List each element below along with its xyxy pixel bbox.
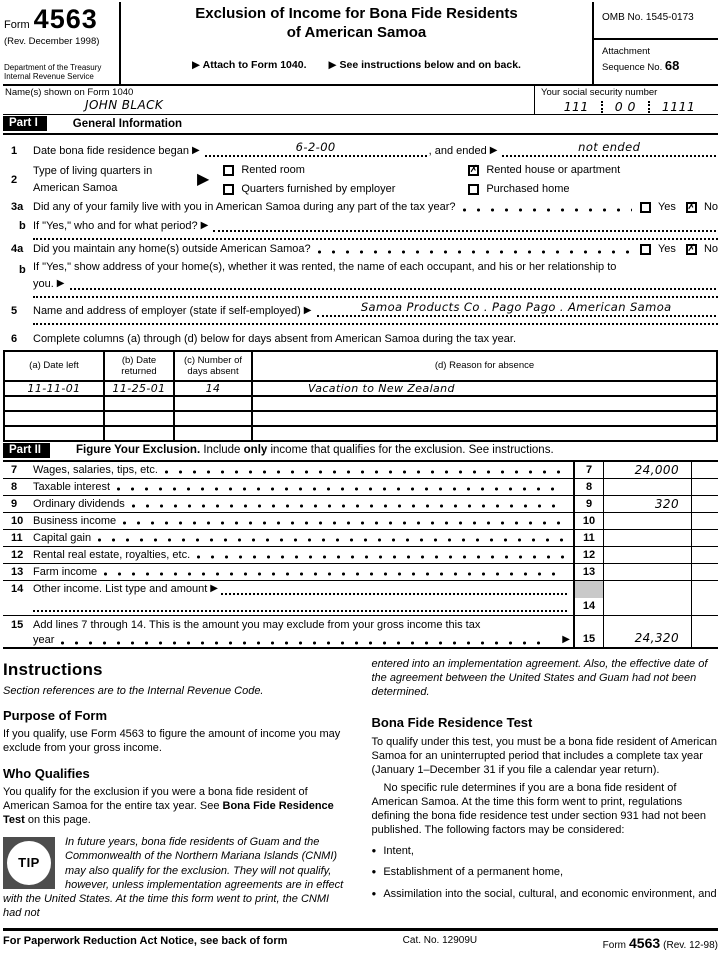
bona-fide-paragraph2: No specific rule determines if you are a bona fide resident of American Samoa. At the time this form went to print, regulations defining the bona fide residence test under section 931 had not been published. The following factors may be considered: <box>371 782 707 837</box>
cell-reason[interactable] <box>252 396 717 411</box>
sequence-number: 68 <box>664 58 680 74</box>
checkbox-4a-no[interactable]: ✗ <box>687 243 696 254</box>
right-arrow-icon: ▶ <box>210 582 218 594</box>
table-row <box>4 381 717 396</box>
instructions-left-column <box>3 657 350 920</box>
line7-amount[interactable]: 24,000 <box>604 462 692 478</box>
line14-amount[interactable] <box>604 581 692 615</box>
checkbox-4a-yes[interactable] <box>640 244 651 255</box>
right-arrow-icon: ▶ <box>197 170 210 188</box>
line5: 5 Name and address of employer (state if self-employed) ▶ Samoa Products Co . Pago Pago . American Samoa <box>3 303 718 317</box>
line12-cents[interactable] <box>692 547 718 563</box>
line9-amount[interactable]: 320 <box>604 496 692 512</box>
bullet-item: ● Assimilation into the social, cultural, and economic environment, and <box>372 887 719 901</box>
line13-label: Farm income <box>33 565 98 578</box>
dot-leader <box>317 244 632 255</box>
line8: 8 Taxable interest 8 <box>3 479 718 496</box>
table-row <box>4 411 717 426</box>
checkbox-3a-no[interactable]: ✗ <box>687 201 696 212</box>
table-header-row <box>4 351 717 381</box>
line1: 1 Date bona fide residence began ▶ 6-2-00 , and ended ▶ not ended <box>3 143 718 157</box>
line12: 12 Rental real estate, royalties, etc. 12 <box>3 547 718 564</box>
line4b: b If "Yes," show address of your home(s), whether it was rented, the name of each occupant, and his or her relationship to <box>19 261 617 276</box>
option-rented-room: Rented room <box>223 164 468 176</box>
line1-label: Date bona fide residence began <box>33 145 189 157</box>
dot-leader <box>60 635 551 646</box>
cell-days-absent[interactable] <box>174 426 252 441</box>
line4b-you-label: you. <box>33 277 54 290</box>
line14-cents[interactable] <box>692 581 718 615</box>
line15-label2: year <box>33 633 55 646</box>
line14-label: Other income. List type and amount <box>33 582 208 595</box>
name-field[interactable]: JOHN BLACK <box>85 98 164 112</box>
paperwork-notice: For Paperwork Reduction Act Notice, see back of form <box>3 934 288 947</box>
line8-cents[interactable] <box>692 479 718 495</box>
checkbox-3a-yes[interactable] <box>640 202 651 213</box>
line5-label: Name and address of employer (state if self-employed) <box>33 304 301 317</box>
line2: 2 Type of living quarters in American Samoa ▶ Rented room ✗ Rented house or apartment Quarters furnished by employer Purchased home <box>3 163 718 196</box>
right-arrow-icon: ▶ <box>562 633 570 645</box>
line6: 6 Complete columns (a) through (d) below for days absent from American Samoa during the tax year. <box>11 332 517 345</box>
form-header <box>3 2 718 86</box>
line4a: 4a Did you maintain any home(s) outside American Samoa? Yes ✗ No <box>11 243 718 255</box>
who-qualifies-paragraph: You qualify for the exclusion if you were a bona fide resident of American Samoa for the entire tax year. See Bona Fide Residence Test on this page. <box>3 786 334 827</box>
ssn-label: Your social security number <box>541 87 658 98</box>
omb-number: OMB No. 1545-0173 <box>594 2 718 40</box>
dot-leader <box>103 566 565 577</box>
line10-label: Business income <box>33 514 117 527</box>
line12-label: Rental real estate, royalties, etc. <box>33 548 191 561</box>
line9-cents[interactable] <box>692 496 718 512</box>
line15: 15 Add lines 7 through 14. This is the amount you may exclude from your gross income this tax year ▶ 15 24,320 <box>3 616 718 647</box>
line12-amount[interactable] <box>604 547 692 563</box>
bona-fide-heading: Bona Fide Residence Test <box>371 715 533 731</box>
cell-date-returned[interactable]: 11-25-01 <box>104 381 174 396</box>
name-label: Name(s) shown on Form 1040 <box>5 87 134 98</box>
line4a-label: Did you maintain any home(s) outside American Samoa? <box>33 243 311 255</box>
part2-body <box>3 462 718 649</box>
option-rented-house: ✗ Rented house or apartment <box>469 164 621 176</box>
tip-icon: TIP <box>3 837 55 889</box>
cell-reason[interactable] <box>252 426 717 441</box>
line2-label: Type of living quarters in American Samoa <box>33 165 153 194</box>
form-number-block <box>3 2 121 84</box>
col-date-left: (a) Date left <box>4 351 104 381</box>
part2-header <box>3 442 718 462</box>
line3a-label: Did any of your family live with you in American Samoa during any part of the tax year? <box>33 201 456 213</box>
ssn-field[interactable]: 111 0 0 1111 <box>563 99 696 114</box>
right-arrow-icon: ▶ <box>200 220 209 231</box>
col-date-returned: (b) Date returned <box>104 351 174 381</box>
line7-cents[interactable] <box>692 462 718 478</box>
line7-label: Wages, salaries, tips, etc. <box>33 463 158 476</box>
line3b-continuation-field[interactable] <box>33 233 718 240</box>
irs-label: Internal Revenue Service <box>4 72 94 82</box>
cell-days-absent[interactable] <box>174 396 252 411</box>
part2-badge: Part II <box>3 443 50 458</box>
line7: 7 Wages, salaries, tips, etc. 7 24,000 <box>3 462 718 479</box>
checkbox-quarters-employer[interactable] <box>223 184 234 195</box>
instructions-right-column <box>372 657 719 920</box>
line10-amount[interactable] <box>604 513 692 529</box>
line10-cents[interactable] <box>692 513 718 529</box>
residence-began-field[interactable]: 6-2-00 <box>205 143 427 157</box>
tip-text: In future years, bona fide residents of Guam and the Commonwealth of the Northern Mariana Islands (CNMI) may also qualify for the exclusion. They will not qualify, however, unless implementation agreements are in effect with the United States. At the time this form went to print, the CNMI had not <box>3 836 344 919</box>
cell-reason[interactable] <box>252 411 717 426</box>
employer-field[interactable]: Samoa Products Co . Pago Pago . American Samoa <box>317 303 717 317</box>
dot-leader <box>122 515 565 526</box>
line15-cents[interactable] <box>692 616 718 647</box>
part1-badge: Part I <box>3 116 47 131</box>
attach-note: ▶ Attach to Form 1040. <box>192 58 307 71</box>
section-references: Section references are to the Internal Revenue Code. <box>3 684 264 697</box>
ssn-separator <box>601 101 603 113</box>
omb-block <box>592 2 718 84</box>
option-purchased-home: Purchased home <box>468 183 718 195</box>
dot-leader <box>462 202 632 213</box>
line11-cents[interactable] <box>692 530 718 546</box>
cell-date-returned[interactable] <box>104 411 174 426</box>
line9-label: Ordinary dividends <box>33 497 125 510</box>
line8-amount[interactable] <box>604 479 692 495</box>
table-row <box>4 426 717 441</box>
instructions-section <box>3 657 718 920</box>
treasury-label: Department of the Treasury <box>4 62 102 72</box>
cell-days-absent[interactable] <box>174 411 252 426</box>
line4b-field[interactable] <box>70 276 717 290</box>
who-qualifies-heading: Who Qualifies <box>3 765 90 781</box>
tip-continuation: entered into an implementation agreement. Also, the effective date of the agreement between the United States and Guam had not been determined. <box>371 657 708 699</box>
line3b: b If "Yes," who and for what period? ▶ <box>3 218 718 232</box>
line15-amount[interactable]: 24,320 <box>604 616 692 647</box>
line3b-field[interactable] <box>213 218 716 232</box>
table-row <box>4 396 717 411</box>
residence-ended-field[interactable]: not ended <box>502 143 716 157</box>
line3a: 3a Did any of your family live with you in American Samoa during any part of the tax year? Yes ✗ No <box>11 201 718 213</box>
catalog-number: Cat. No. 12909U <box>402 934 478 946</box>
right-arrow-icon: ▶ <box>191 145 200 156</box>
bullet-item: ● Establishment of a permanent home, <box>372 865 719 879</box>
line13: 13 Farm income 13 <box>3 564 718 581</box>
checkbox-rented-room[interactable] <box>223 165 234 176</box>
line11-label: Capital gain <box>33 531 92 544</box>
dot-leader <box>196 549 565 560</box>
bullet-item: ● Intent, <box>372 844 719 858</box>
right-arrow-icon: ▶ <box>489 145 498 156</box>
line6-label: Complete columns (a) through (d) below for days absent from American Samoa during the tax year. <box>33 332 517 345</box>
tip-block <box>3 835 350 919</box>
dot-leader <box>97 532 565 543</box>
cell-date-left[interactable] <box>4 411 104 426</box>
attachment-sequence: Attachment Sequence No. 68 <box>602 46 680 74</box>
checkbox-purchased-home[interactable] <box>468 184 479 195</box>
part1-title: General Information <box>72 117 183 130</box>
ssn-separator <box>648 101 650 113</box>
line13-cents[interactable] <box>692 564 718 580</box>
purpose-paragraph: If you qualify, use Form 4563 to figure the amount of income you may exclude from your gross income. <box>3 728 341 755</box>
form-title: Exclusion of Income for Bona Fide Residents of American Samoa <box>195 5 518 41</box>
line1-mid-label: , and ended <box>428 145 487 157</box>
line10: 10 Business income 10 <box>3 513 718 530</box>
line14-continuation-field[interactable] <box>33 602 567 612</box>
right-arrow-icon: ▶ <box>56 277 65 289</box>
dot-leader <box>131 498 565 509</box>
absence-table <box>3 350 718 442</box>
dot-leader <box>116 481 565 492</box>
line4b-continuation-field[interactable] <box>33 291 718 298</box>
cell-date-left[interactable] <box>4 426 104 441</box>
line14: 14 Other income. List type and amount ▶ 14 <box>3 581 718 616</box>
cell-date-returned[interactable] <box>104 426 174 441</box>
checkbox-rented-house[interactable]: ✗ <box>469 164 479 175</box>
line11-amount[interactable] <box>604 530 692 546</box>
cell-days-absent[interactable]: 14 <box>174 381 252 396</box>
line3b-label: If "Yes," who and for what period? <box>33 220 198 232</box>
form-footer <box>3 928 718 951</box>
line9: 9 Ordinary dividends 9 320 <box>3 496 718 513</box>
part2-title: Figure Your Exclusion. Include only income that qualifies for the exclusion. See instructions. <box>75 444 554 457</box>
line5-continuation-field[interactable] <box>33 318 718 325</box>
line4b-label: If "Yes," show address of your home(s), whether it was rented, the name of each occupant, and his or her relationship to <box>33 261 617 273</box>
form-word: Form <box>4 19 30 31</box>
shaded-cell <box>575 581 603 598</box>
footer-form-id: Form 4563 (Rev. 12-98) <box>602 934 718 951</box>
line13-amount[interactable] <box>604 564 692 580</box>
bona-fide-paragraph1: To qualify under this test, you must be a bona fide resident of American Samoa for an uninterrupted period that includes a complete tax year (January 1–December 31 if you file a calendar year return). <box>371 735 717 776</box>
form-revision: (Rev. December 1998) <box>4 36 100 47</box>
cell-date-returned[interactable] <box>104 396 174 411</box>
cell-reason[interactable]: Vacation to New Zealand <box>252 381 717 396</box>
cell-date-left[interactable] <box>4 396 104 411</box>
line8-label: Taxable interest <box>33 480 111 493</box>
line15-label: Add lines 7 through 14. This is the amount you may exclude from your gross income this tax <box>33 618 481 631</box>
line14-type-field[interactable] <box>221 585 567 595</box>
part1-body <box>3 135 718 442</box>
option-quarters-employer: Quarters furnished by employer <box>223 183 468 195</box>
identity-row <box>3 86 718 115</box>
line4b-row2 <box>3 276 718 290</box>
col-days-absent: (c) Number of days absent <box>174 351 252 381</box>
cell-date-left[interactable]: 11-11-01 <box>4 381 104 396</box>
part1-header <box>3 115 718 135</box>
line11: 11 Capital gain 11 <box>3 530 718 547</box>
see-instructions-note: ▶ See instructions below and on back. <box>328 58 521 71</box>
dot-leader <box>164 464 565 475</box>
instructions-title: Instructions <box>3 659 103 679</box>
form-number: 4563 <box>33 4 98 34</box>
col-reason: (d) Reason for absence <box>252 351 717 381</box>
form-title-block <box>121 2 592 84</box>
right-arrow-icon: ▶ <box>303 304 312 316</box>
purpose-heading: Purpose of Form <box>3 707 108 723</box>
